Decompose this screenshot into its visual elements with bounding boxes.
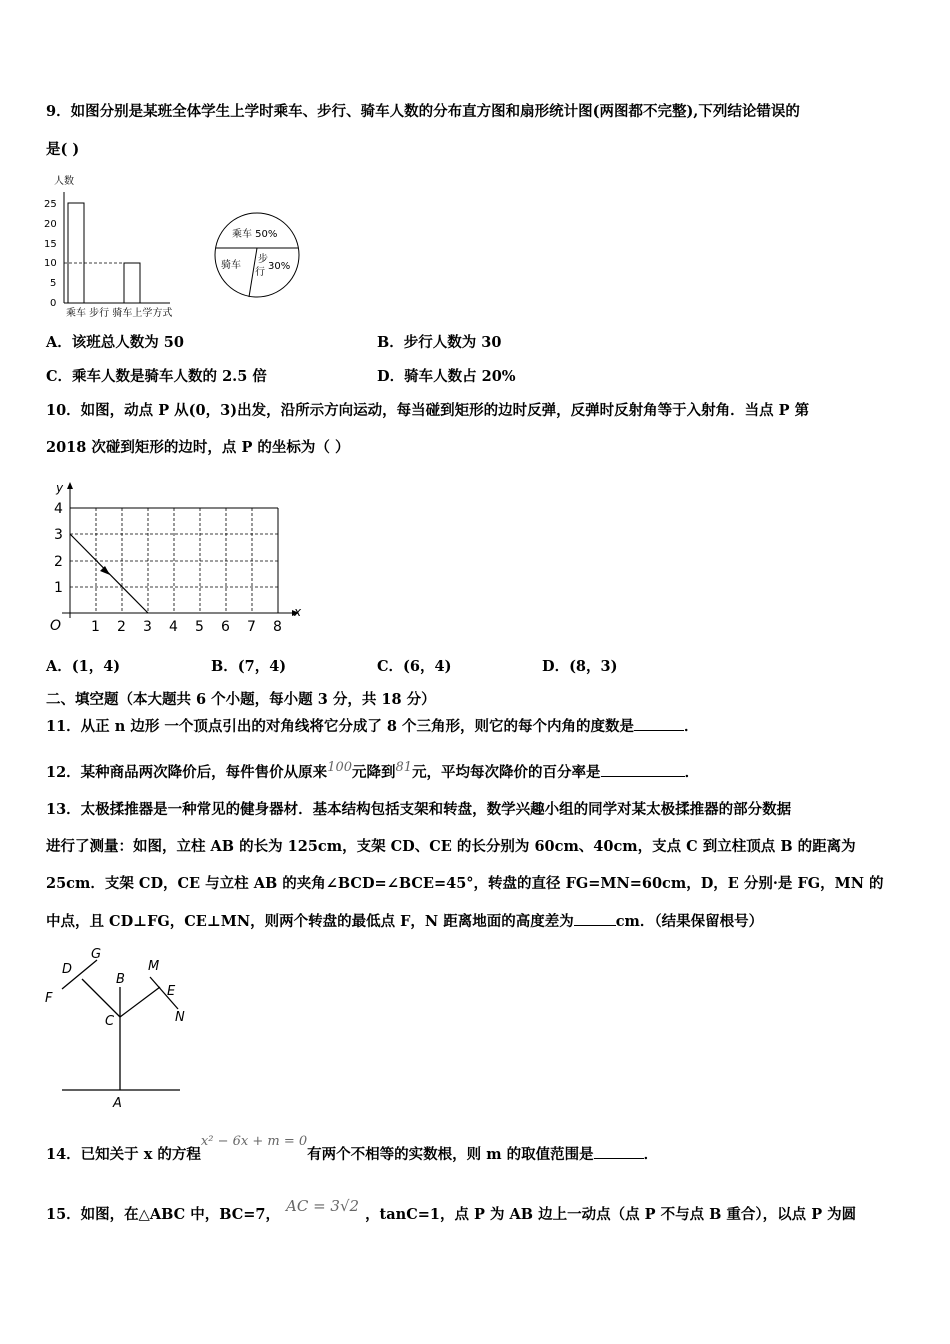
q13-line4a: 中点，且 CD⊥FG，CE⊥MN，则两个转盘的最低点 F，N 距离地面的高度差为: [46, 913, 574, 930]
q12-pre: 12．某种商品两次降价后，每件售价从原来: [46, 764, 328, 781]
q10-ytick-3: 3: [54, 527, 63, 543]
q13-label-a: A: [113, 1096, 122, 1111]
q9-pie-walk-b: 行: [255, 267, 265, 278]
q9-ytick-20: 20: [44, 219, 57, 230]
q13-line4: [46, 911, 763, 932]
q9-ytick-10: 10: [44, 258, 57, 269]
q13-figure: [40, 945, 195, 1115]
q13-label-m: M: [148, 959, 160, 974]
q13-line4b: cm．（结果保留根号）: [615, 913, 764, 930]
q9-bar-ride: [68, 203, 84, 303]
q9-pie: [212, 210, 302, 300]
section2-heading: 二、填空题（本大题共 6 个小题，每小题 3 分，共 18 分）: [46, 691, 436, 708]
q9-option-b[interactable]: B．步行人数为 30: [377, 334, 502, 351]
q13-line2: 进行了测量：如图，立柱 AB 的长为 125cm，支架 CD、CE 的长分别为 60cm、40cm，支点 C 到立柱顶点 B 的距离为: [46, 838, 856, 855]
q9-histogram: [40, 170, 210, 322]
q10-xtick-7: 7: [247, 619, 256, 635]
q10-xtick-8: 8: [273, 619, 282, 635]
q13-line1: 13．太极揉推器是一种常见的健身器材．基本结构包括支架和转盘，数学兴趣小组的同学对某太极揉推器的部分数据: [46, 801, 792, 818]
q14: [46, 1134, 659, 1166]
q9-pie-walk-a: 步: [258, 254, 268, 265]
q10-ytick-1: 1: [54, 580, 63, 596]
q13-blank[interactable]: [574, 911, 616, 926]
q11-blank[interactable]: [634, 716, 684, 731]
q9-pie-bike: 骑车: [221, 260, 241, 271]
q10-arrow: [100, 566, 110, 575]
q13-label-b: B: [116, 972, 125, 987]
q9-bar-bike: [124, 263, 140, 303]
q14-tail: ．: [643, 1146, 659, 1163]
q13-arm-ce: [120, 987, 160, 1017]
q15-eq: AC = 3√2: [286, 1197, 360, 1215]
q9-option-a[interactable]: A．该班总人数为 50: [46, 334, 184, 351]
q14-eq: x² − 6x + m = 0: [200, 1134, 308, 1149]
q15-pre: 15．如图，在△ABC 中，BC=7，: [46, 1206, 280, 1223]
q9-ytick-25: 25: [44, 199, 57, 210]
q13-label-c: C: [105, 1014, 115, 1029]
q10-line1: 10．如图，动点 P 从(0，3)出发，沿所示方向运动，每当碰到矩形的边时反弹，反弹时反射角等于入射角．当点 P 第: [46, 402, 810, 419]
q10-xtick-4: 4: [169, 619, 178, 635]
q9-ytick-0: 0: [50, 298, 57, 309]
q10-xtick-5: 5: [195, 619, 204, 635]
q13-label-g: G: [91, 947, 102, 962]
q14-post: 有两个不相等的实数根，则 m 的取值范围是: [307, 1146, 594, 1163]
q13-label-d: D: [62, 962, 73, 977]
q12-mid: 元降到: [352, 764, 396, 781]
q10-xtick-1: 1: [91, 619, 100, 635]
q9-yticks: [44, 199, 57, 309]
q10-xlabel: x: [294, 605, 302, 619]
q10-option-a[interactable]: A．(1，4): [46, 658, 121, 675]
q9-pie-walk-pct: 30%: [268, 261, 291, 272]
q9-line1: 9．如图分别是某班全体学生上学时乘车、步行、骑车人数的分布直方图和扇形统计图(两图都不完整),下列结论错误的: [46, 103, 800, 120]
q10-xtick-2: 2: [117, 619, 126, 635]
q10-option-b[interactable]: B．(7，4): [211, 658, 287, 675]
q12-num2: 81: [395, 760, 413, 775]
q9-option-c[interactable]: C．乘车人数是骑车人数的 2.5 倍: [46, 368, 267, 385]
q9-ylabel: 人数: [54, 176, 74, 187]
q10-ytick-2: 2: [54, 554, 63, 570]
q9-line2: 是( ): [46, 141, 80, 158]
q9-ytick-15: 15: [44, 239, 57, 250]
q12: [46, 762, 699, 784]
q12-tail: ．: [684, 764, 700, 781]
q10-graph: [40, 478, 310, 638]
q10-xtick-3: 3: [143, 619, 152, 635]
q14-pre: 14．已知关于 x 的方程: [46, 1146, 201, 1163]
q9-ytick-5: 5: [50, 278, 57, 289]
q10-line2: 2018 次碰到矩形的边时，点 P 的坐标为（ ）: [46, 439, 350, 456]
q10-origin: O: [50, 618, 62, 634]
q10-option-c[interactable]: C．(6，4): [377, 658, 452, 675]
q10-ylabel: y: [56, 481, 64, 495]
q10-xtick-6: 6: [221, 619, 230, 635]
q13-label-n: N: [175, 1010, 185, 1025]
q9-xlabel: 乘车 步行 骑车上学方式: [66, 308, 173, 319]
q13-line3: 25cm．支架 CD，CE 与立柱 AB 的夹角∠BCD=∠BCE=45°，转盘的直径 FG=MN=60cm，D，E 分别·是 FG，MN 的: [46, 875, 884, 892]
q9-option-d[interactable]: D．骑车人数占 20%: [377, 368, 516, 385]
q11: [46, 716, 699, 737]
q11-text: 11．从正 n 边形 一个顶点引出的对角线将它分成了 8 个三角形，则它的每个内角的度数是: [46, 718, 635, 735]
q12-num1: 100: [327, 760, 353, 775]
q11-tail: ．: [684, 718, 699, 735]
q9-pie-ride: 乘车 50%: [232, 229, 278, 240]
q10-option-d[interactable]: D．(8，3): [542, 658, 618, 675]
q12-post: 元，平均每次降价的百分率是: [412, 764, 601, 781]
q14-blank[interactable]: [594, 1144, 644, 1159]
q10-ytick-4: 4: [54, 501, 63, 517]
q12-blank[interactable]: [601, 762, 685, 777]
q13-arm-cd: [82, 979, 120, 1017]
q13-label-f: F: [45, 991, 53, 1006]
q13-label-e: E: [167, 984, 176, 999]
q15: [46, 1197, 857, 1225]
q15-post: ，tanC=1，点 P 为 AB 边上一动点（点 P 不与点 B 重合），以点 P 为圆: [365, 1206, 857, 1223]
